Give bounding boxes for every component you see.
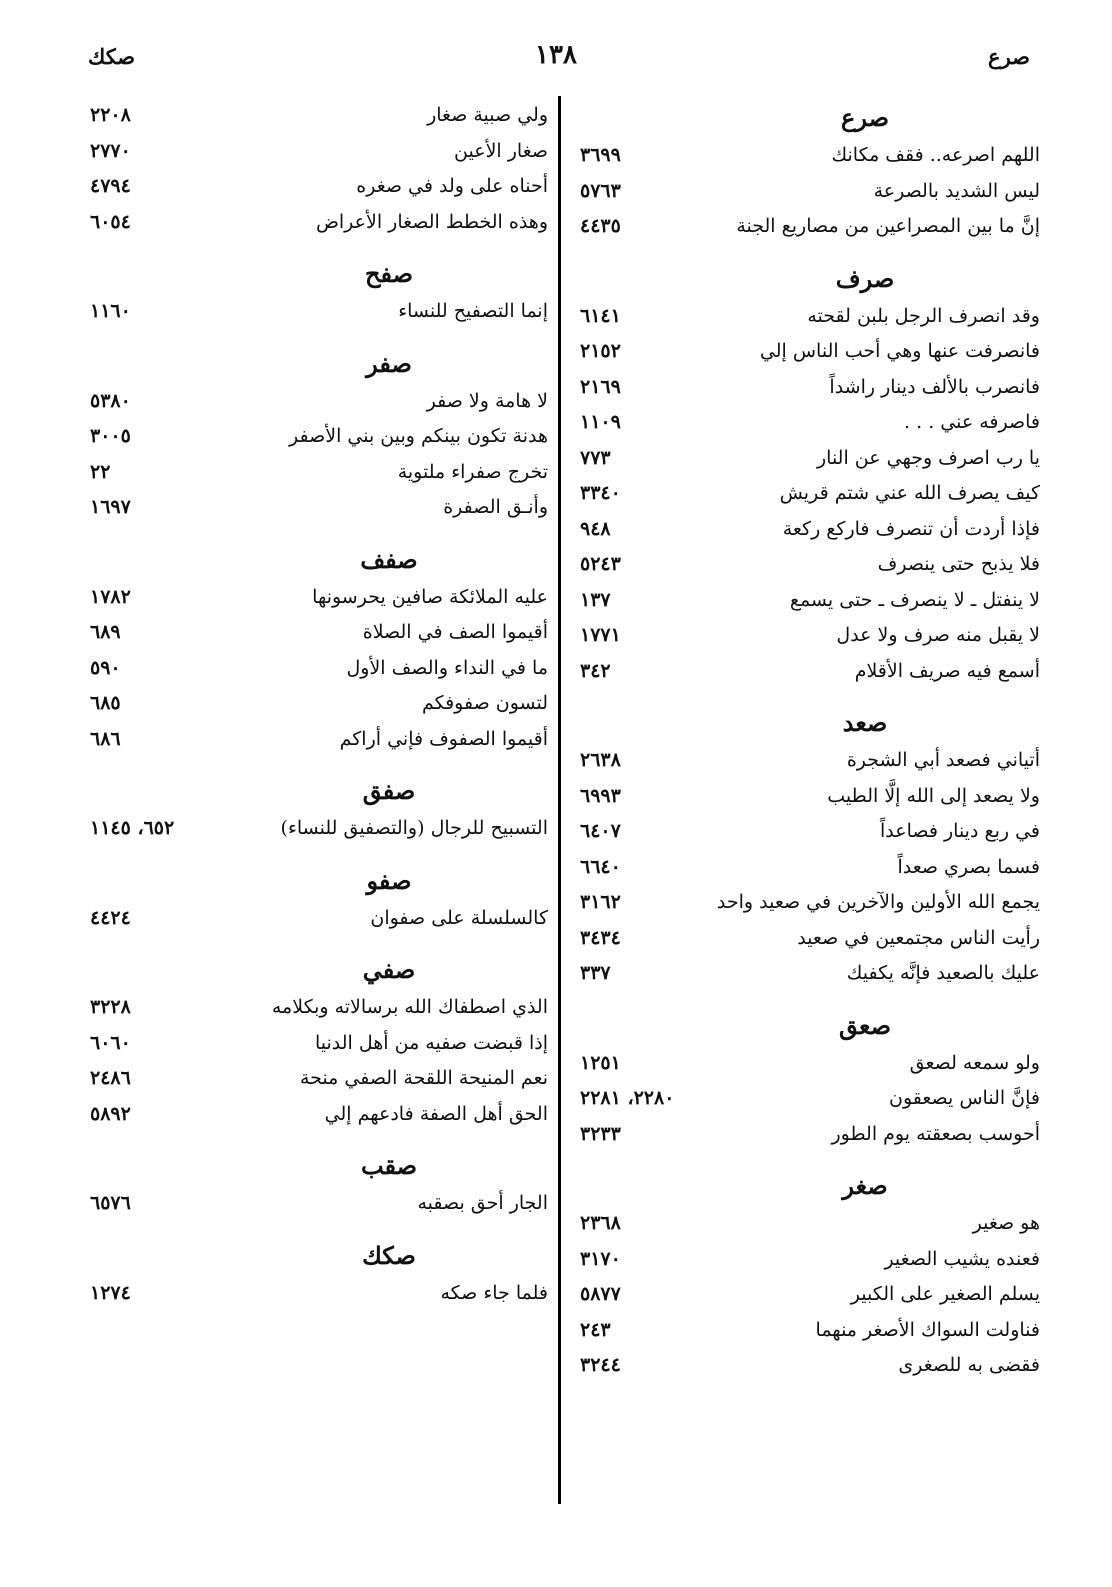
entry-number: ٢٤٣ <box>580 1318 611 1341</box>
page-header <box>0 40 1112 80</box>
entry-number: ٣١٧٠ <box>580 1247 621 1270</box>
entry-number: ٣٣٧ <box>580 962 611 984</box>
entry-number: ١٧٧١ <box>580 624 621 646</box>
entry-text: أسمع فيه صريف الأقلام <box>854 659 1040 682</box>
entry-number: ٤٧٩٤ <box>90 175 131 197</box>
entry-number: ٢١٥٢ <box>580 340 621 362</box>
index-entry <box>90 990 548 1026</box>
root-heading: صفف <box>360 544 418 574</box>
root-heading: صرع <box>841 103 889 132</box>
index-entry <box>90 901 548 937</box>
entry-text: عليه الملائكة صافين يحرسونها <box>312 585 548 608</box>
root-heading: صغر <box>842 1171 888 1200</box>
entry-text: فانصرفت عنها وهي أحب الناس إلي <box>759 340 1040 362</box>
entry-text: أحوسب بصعقته يوم الطور <box>831 1122 1040 1145</box>
root-heading: صكك <box>362 1240 416 1270</box>
index-entry <box>90 1026 548 1062</box>
index-entry <box>90 811 548 847</box>
index-entry <box>580 209 1040 245</box>
entry-number: ٤٤٢٤ <box>90 906 131 929</box>
entry-number: ٦٦٤٠ <box>580 855 621 878</box>
entry-text: أقيموا الصفوف فإني أراكم <box>339 727 548 750</box>
entry-number: ٣١٦٢ <box>580 891 621 913</box>
entry-number: ١٦٩٧ <box>90 496 131 518</box>
entry-number: ٦٤٠٧ <box>580 820 621 842</box>
entry-number: ٣٢٢٨ <box>90 996 131 1018</box>
section-gap <box>90 1222 548 1236</box>
entry-number: ٢٤٨٦ <box>90 1067 131 1089</box>
entry-number: ٢٣٦٨ <box>580 1212 621 1234</box>
entry-text: هو صغير <box>972 1212 1040 1234</box>
entry-number: ٩٤٨ <box>580 517 611 540</box>
entry-number: ٢٢٨٠، ٢٢٨١ <box>580 1087 675 1109</box>
index-entry <box>90 205 548 241</box>
entry-number: ٣٠٠٥ <box>90 425 131 447</box>
index-entry <box>580 1117 1040 1153</box>
entry-text: أتياني فصعد أبي الشجرة <box>846 749 1040 771</box>
entry-text: فعنده يشيب الصغير <box>884 1247 1040 1270</box>
entry-text: ولي صبية صغار <box>427 104 548 126</box>
entry-number: ١٢٧٤ <box>90 1281 131 1304</box>
section-gap <box>90 936 548 950</box>
section-gap <box>580 245 1040 259</box>
root-heading: صفر <box>366 348 412 378</box>
entry-number: ٥٣٨٠ <box>90 389 131 412</box>
entry-text: ليس الشديد بالصرعة <box>873 179 1040 202</box>
entry-text: ولا يصعد إلى الله إلَّا الطيب <box>827 784 1040 807</box>
entry-text: فإنَّ الناس يصعقون <box>889 1087 1040 1109</box>
index-entry <box>580 1313 1040 1349</box>
index-entry <box>580 885 1040 921</box>
entry-number: ٦٨٩ <box>90 621 121 643</box>
entry-number: ٦٠٦٠ <box>90 1031 131 1054</box>
entry-number: ٣٢٤٤ <box>580 1354 621 1376</box>
entry-number: ٣٦٩٩ <box>580 144 621 166</box>
index-entry <box>580 956 1040 992</box>
entry-number: ١١٦٠ <box>90 300 131 322</box>
entry-number: ٢٢ <box>90 460 111 483</box>
index-entry <box>580 512 1040 548</box>
root-heading: صفي <box>362 955 416 984</box>
index-entry <box>90 651 548 687</box>
entry-number: ٦٥٧٦ <box>90 1192 131 1214</box>
index-entry <box>90 580 548 616</box>
index-entry <box>90 98 548 134</box>
entry-text: فإذا أردت أن تنصرف فاركع ركعة <box>782 517 1040 540</box>
entry-number: ٤٤٣٥ <box>580 215 621 237</box>
entry-text: يا رب اصرف وجهي عن النار <box>816 446 1040 469</box>
entry-text: إنما التصفيح للنساء <box>398 300 548 322</box>
entry-number: ٢٦٣٨ <box>580 749 621 771</box>
root-heading: صعق <box>839 1010 891 1040</box>
entry-text: تخرج صفراء ملتوية <box>397 460 548 483</box>
entry-text: كيف يصرف الله عني شتم قريش <box>779 482 1040 504</box>
index-entry <box>90 1276 548 1312</box>
index-entry <box>90 686 548 722</box>
root-heading: صرف <box>835 263 895 293</box>
entry-text: التسبيح للرجال (والتصفيق للنساء) <box>280 817 548 839</box>
index-entry <box>580 476 1040 512</box>
index-entry <box>580 654 1040 690</box>
entry-text: فانصرب بالألف دينار راشداً <box>829 375 1040 398</box>
entry-number: ٥٨٧٧ <box>580 1283 621 1305</box>
entry-text: وقد انصرف الرجل بلبن لقحته <box>807 304 1040 327</box>
index-entry <box>90 1061 548 1097</box>
index-entry <box>90 455 548 491</box>
entry-text: لا ينفتل ـ لا ينصرف ـ حتى يسمع <box>789 588 1040 611</box>
section-gap <box>90 847 548 861</box>
entry-number: ٢٧٧٠ <box>90 139 131 162</box>
index-entry <box>580 850 1040 886</box>
index-entry <box>580 1348 1040 1384</box>
entry-text: ولو سمعه لصعق <box>909 1051 1040 1074</box>
entry-text: ما في النداء والصف الأول <box>346 656 548 679</box>
entry-text: اللهم اصرعه.. فقف مكانك <box>831 144 1040 166</box>
entry-number: ٥٩٠ <box>90 656 121 679</box>
index-entry <box>90 1097 548 1133</box>
index-entry <box>90 169 548 205</box>
index-entry <box>90 490 548 526</box>
entry-text: في ربع دينار فصاعداً <box>880 820 1040 842</box>
index-entry <box>580 1242 1040 1278</box>
entry-number: ٦٠٥٤ <box>90 210 131 233</box>
header-root-right: صرع <box>988 44 1030 69</box>
entry-text: يسلم الصغير على الكبير <box>850 1283 1040 1305</box>
index-entry <box>580 441 1040 477</box>
entry-number: ٧٧٣ <box>580 446 611 469</box>
index-entry <box>580 1046 1040 1082</box>
section-gap <box>580 689 1040 703</box>
root-heading: صقب <box>360 1151 418 1180</box>
entry-text: إذا قبضت صفيه من أهل الدنيا <box>314 1031 548 1054</box>
entry-number: ٥٢٤٣ <box>580 553 621 575</box>
index-entry <box>580 405 1040 441</box>
entry-number: ١٢٥١ <box>580 1051 621 1074</box>
entry-text: لتسون صفوفكم <box>421 692 548 714</box>
entry-text: نعم المنيحة اللقحة الصفي منحة <box>299 1067 548 1089</box>
entry-number: ٢١٦٩ <box>580 375 621 398</box>
entry-text: فسما بصري صعداً <box>897 855 1040 878</box>
index-entry <box>580 1277 1040 1313</box>
section-gap <box>90 757 548 771</box>
entry-number: ٥٧٦٣ <box>580 179 621 202</box>
entry-number: ٦٨٦ <box>90 727 121 750</box>
entry-text: أقيموا الصف في الصلاة <box>362 621 548 643</box>
entry-text: هدنة تكون بينكم وبين بني الأصفر <box>289 425 548 447</box>
entry-text: يجمع الله الأولين والآخرين في صعيد واحد <box>716 891 1040 913</box>
index-entry <box>90 419 548 455</box>
root-heading: صفو <box>366 865 412 895</box>
entry-text: فلا يذبح حتى ينصرف <box>877 553 1040 575</box>
section-gap <box>90 1132 548 1146</box>
entry-text: فناولت السواك الأصغر منهما <box>815 1318 1040 1341</box>
root-heading: صعد <box>842 708 888 737</box>
index-entry <box>580 334 1040 370</box>
section-gap <box>90 240 548 254</box>
index-entry <box>580 370 1040 406</box>
index-entry <box>580 138 1040 174</box>
entry-number: ٣٤٢ <box>580 659 611 682</box>
section-gap <box>90 526 548 540</box>
entry-text: كالسلسلة على صفوان <box>370 906 548 929</box>
entry-number: ١٧٨٢ <box>90 585 131 608</box>
right-column <box>580 98 1040 1384</box>
index-entry <box>580 1081 1040 1117</box>
entry-text: فاصرفه عني . . . <box>904 411 1040 433</box>
index-entry <box>580 743 1040 779</box>
index-entry <box>580 618 1040 654</box>
entry-text: لا يقبل منه صرف ولا عدل <box>836 624 1040 646</box>
entry-text: أحناه على ولد في صغره <box>356 175 548 197</box>
entry-number: ١١٠٩ <box>580 411 621 433</box>
index-entry <box>580 583 1040 619</box>
index-entry <box>90 615 548 651</box>
index-entry <box>90 1186 548 1222</box>
column-divider <box>558 96 561 1504</box>
entry-number: ٣٣٤٠ <box>580 482 621 504</box>
entry-text: وهذه الخطط الصغار الأعراض <box>315 210 548 233</box>
entry-number: ٦٩٩٣ <box>580 784 621 807</box>
header-root-left: صكك <box>88 44 136 69</box>
entry-text: فلما جاء صكه <box>440 1281 548 1304</box>
entry-number: ٦٨٥ <box>90 692 121 714</box>
entry-number: ٢٢٠٨ <box>90 104 131 126</box>
entry-text: لا هامة ولا صفر <box>426 389 548 412</box>
section-gap <box>90 330 548 344</box>
entry-text: الجار أحق بصقبه <box>417 1192 548 1214</box>
root-heading: صفق <box>362 776 416 805</box>
entry-text: الحق أهل الصفة فادعهم إلي <box>324 1102 548 1125</box>
entry-text: رأيت الناس مجتمعين في صعيد <box>797 926 1040 949</box>
entry-text: الذي اصطفاك الله برسالاته وبكلامه <box>271 996 548 1018</box>
entry-text: فقضى به للصغرى <box>898 1354 1040 1376</box>
entry-number: ٣٢٣٣ <box>580 1122 621 1145</box>
entry-number: ٣٤٣٤ <box>580 926 621 949</box>
root-heading: صفح <box>364 259 413 288</box>
index-entry <box>580 547 1040 583</box>
entry-number: ٦٥٢، ١١٤٥ <box>90 817 175 839</box>
entry-text: إنَّ ما بين المصراعين من مصاريع الجنة <box>736 215 1040 237</box>
entry-text: عليك بالصعيد فإنَّه يكفيك <box>846 962 1040 984</box>
section-gap <box>580 1152 1040 1166</box>
index-entry <box>90 294 548 330</box>
index-entry <box>580 814 1040 850</box>
index-entry <box>580 921 1040 957</box>
entry-number: ٦١٤١ <box>580 304 621 327</box>
section-gap <box>580 992 1040 1006</box>
index-entry <box>90 134 548 170</box>
index-entry <box>580 299 1040 335</box>
index-entry <box>90 722 548 758</box>
index-entry <box>90 384 548 420</box>
entry-text: وأنـق الصفرة <box>443 496 548 518</box>
page-number: ١٣٨ <box>535 40 577 70</box>
index-entry <box>580 174 1040 210</box>
index-entry <box>580 779 1040 815</box>
left-column <box>90 98 548 1311</box>
entry-number: ١٣٧ <box>580 588 611 611</box>
index-entry <box>580 1206 1040 1242</box>
entry-number: ٥٨٩٢ <box>90 1102 131 1125</box>
entry-text: صغار الأعين <box>454 139 548 162</box>
